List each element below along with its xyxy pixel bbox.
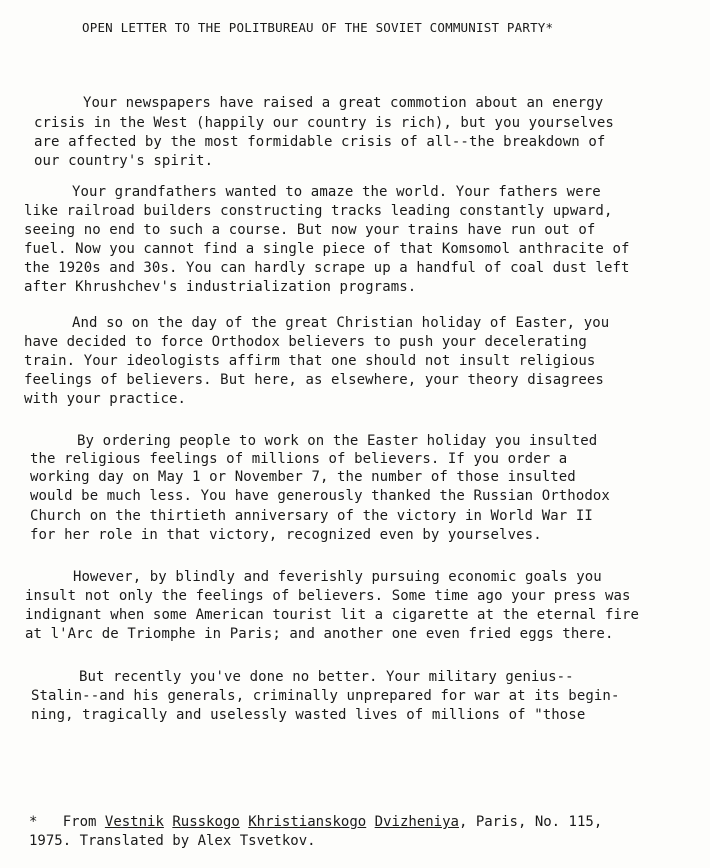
footnote-rest: , Paris, No. 115, (458, 814, 603, 830)
text-line: Your newspapers have raised a great commotion about an energy (83, 95, 604, 111)
text-line: our country's spirit. (34, 153, 214, 169)
footnote-line-2: 1975. Translated by Alex Tsvetkov. (29, 833, 316, 849)
text-line: By ordering people to work on the Easter holiday you insulted (77, 433, 598, 449)
footnote-prefix: From (62, 814, 97, 830)
text-line: after Khrushchev's industrialization programs. (24, 279, 417, 295)
footnote-source-word: Khristianskogo (248, 814, 367, 830)
text-line: Stalin--and his generals, criminally unprepared for war at its begin- (31, 688, 620, 704)
text-line: But recently you've done no better. Your military genius-- (79, 669, 574, 685)
text-line: Church on the thirtieth anniversary of the victory in World War II (30, 508, 593, 524)
page-title: OPEN LETTER TO THE POLITBUREAU OF THE SOVIET COMMUNIST PARTY* (82, 20, 554, 35)
footnote-source-word: Vestnik (104, 814, 164, 830)
text-line: However, by blindly and feverishly pursuing economic goals you (73, 569, 602, 585)
text-line: have decided to force Orthodox believers to push your decelerating (24, 334, 587, 350)
text-line: are affected by the most formidable crisis of all--the breakdown of (34, 134, 606, 150)
text-line: like railroad builders constructing tracks leading constantly upward, (24, 203, 613, 219)
text-line: the 1920s and 30s. You can hardly scrape up a handful of coal dust left (24, 260, 630, 276)
text-line: for her role in that victory, recognized even by yourselves. (30, 527, 542, 543)
text-line: insult not only the feelings of believers. Some time ago your press was (25, 588, 631, 604)
footnote-source-word: Russkogo (172, 814, 240, 830)
footnote-source-word: Dvizheniya (374, 814, 459, 830)
footnote-line-1 (29, 813, 602, 831)
text-line: indignant when some American tourist lit a cigarette at the eternal fire (25, 607, 640, 623)
footnote-marker: * (29, 814, 38, 830)
text-line: train. Your ideologists affirm that one should not insult religious (24, 353, 596, 369)
text-line: crisis in the West (happily our country is rich), but you yourselves (34, 115, 614, 131)
text-line: feelings of believers. But here, as elsewhere, your theory disagrees (24, 372, 604, 388)
text-line: Your grandfathers wanted to amaze the world. Your fathers were (72, 184, 601, 200)
text-line: working day on May 1 or November 7, the number of those insulted (30, 469, 576, 485)
text-line: seeing no end to such a course. But now your trains have run out of (24, 222, 596, 238)
text-line: at l'Arc de Triomphe in Paris; and another one even fried eggs there. (25, 626, 614, 642)
text-line: the religious feelings of millions of believers. If you order a (30, 451, 568, 467)
text-line: And so on the day of the great Christian holiday of Easter, you (72, 315, 610, 331)
text-line: fuel. Now you cannot find a single piece of that Komsomol anthracite of (24, 241, 630, 257)
text-line: would be much less. You have generously thanked the Russian Orthodox (30, 488, 610, 504)
text-line: with your practice. (24, 391, 187, 407)
text-line: ning, tragically and uselessly wasted lives of millions of "those (31, 707, 586, 723)
